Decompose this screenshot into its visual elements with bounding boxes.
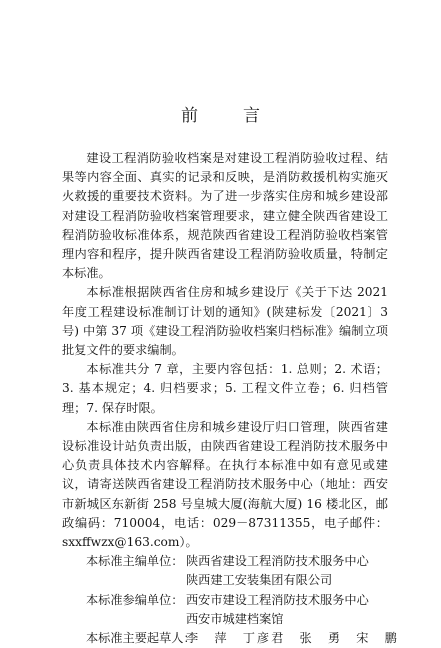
body-text — [62, 149, 399, 648]
chief-unit-row — [62, 552, 388, 571]
chief-unit-label: 本标准主编单位： — [86, 554, 184, 569]
chief-unit-2: 陕西建工安装集团有限公司 — [186, 573, 333, 588]
drafters-label: 本标准主要起草人： — [86, 631, 196, 646]
participating-unit-2: 西安市城建档案馆 — [186, 611, 284, 626]
units-section — [62, 552, 399, 648]
chief-unit-1: 陕西省建设工程消防技术服务中心 — [186, 554, 369, 569]
participating-unit-label: 本标准参编单位： — [86, 592, 184, 607]
chief-unit-row-2 — [62, 571, 388, 590]
page-title: 前 言 — [181, 106, 274, 126]
paragraph-contents: 本标准共分 7 章，主要内容包括：1. 总则；2. 术语；3. 基本规定；4. 归档要求；5. 工程文件立卷；6. 归档管理；7. 保存时限。 — [62, 362, 388, 415]
drafters-row — [62, 629, 399, 648]
participating-unit-row — [62, 591, 388, 610]
paragraph-management: 本标准由陕西省住房和城乡建设厅归口管理，陕西省建设标准设计站负责出版，由陕西省建设工程消防技术服务中心负责具体技术内容解释。在执行本标准中如有意见或建议，请寄送陕西省建设工程消防技术服务中心（地址：西安市新城区东新街 258 号皇城大厦(海航大厦) 16 楼北区，邮政编码：710004，电话：029－87311355，电子邮件：sxxffwzx@163.com）。 — [62, 419, 388, 550]
participating-unit-row-2 — [62, 610, 388, 629]
participating-unit-1: 西安市建设工程消防技术服务中心 — [186, 592, 369, 607]
drafters-names: 李 萍 丁彦君 张 勇 宋 鹏 — [186, 631, 399, 646]
paragraph-basis: 本标准根据陕西省住房和城乡建设厅《关于下达 2021 年度工程建设标准制订计划的通知》(陕建标发〔2021〕3 号) 中第 37 项《建设工程消防验收档案归档标准》编制立项批复文件的要求编制。 — [62, 285, 388, 358]
paragraph-purpose: 建设工程消防验收档案是对建设工程消防验收过程、结果等内容全面、真实的记录和反映，是消防救援机构实施灭火救援的重要技术资料。为了进一步落实住房和城乡建设部对建设工程消防验收档案管理要求，建立健全陕西省建设工程消防验收标准体系，规范陕西省建设工程消防验收档案管理内容和程序，提升陕西省建设工程消防验收质量，特制定本标准。 — [62, 151, 388, 281]
